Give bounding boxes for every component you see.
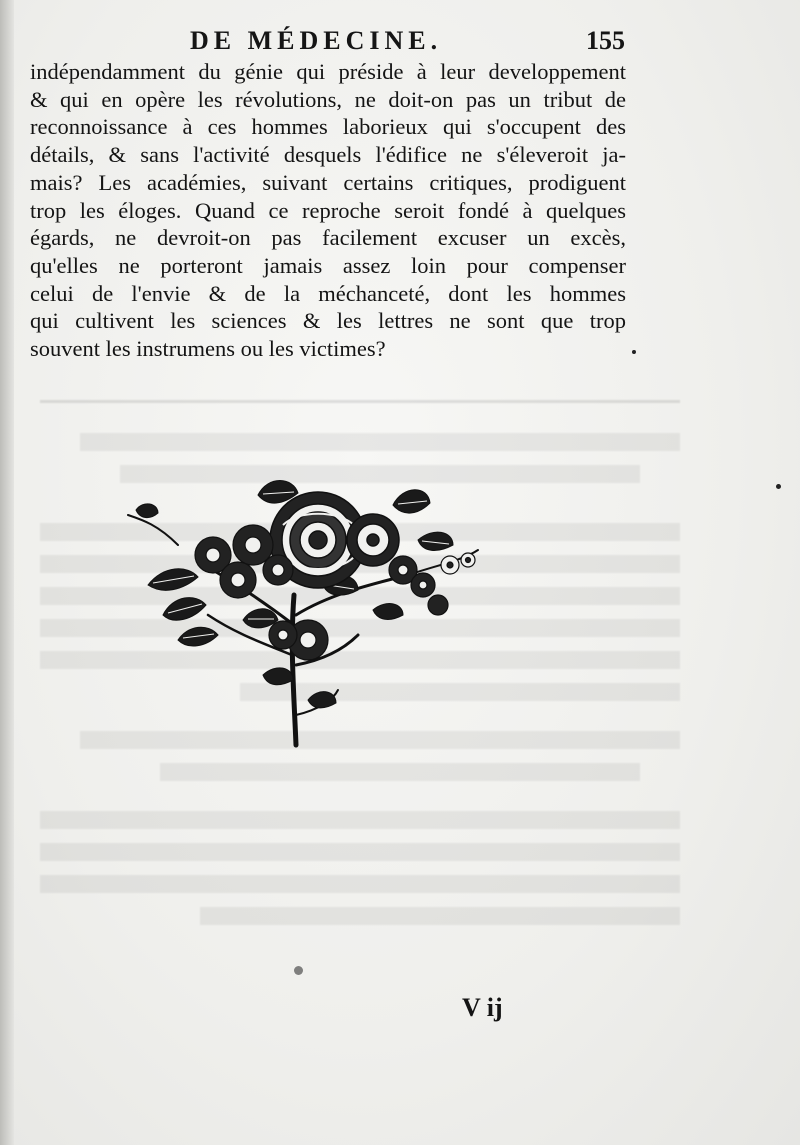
text-line: mais? Les académies, suivant certains critiques, prodiguent: [30, 169, 626, 195]
running-title: DE MÉDECINE.: [190, 26, 443, 55]
text-line: qu'elles ne porteront jamais assez loin pour compenser: [30, 252, 626, 278]
text-line: détails, & sans l'activité desquels l'édifice ne s'éleveroit ja-: [30, 142, 626, 168]
text-line: celui de l'envie & de la méchanceté, dont les hommes: [30, 280, 626, 306]
ink-speck: [294, 966, 303, 975]
text-line: égards, ne devroit-on pas facilement excuser un excès,: [30, 225, 626, 251]
running-header: [180, 24, 625, 60]
floral-bouquet-ornament-icon: [118, 465, 498, 750]
text-line: trop les éloges. Quand ce reproche seroit fondé à quelques: [30, 197, 626, 223]
page-gutter-shadow: [0, 0, 14, 1145]
ink-speck: [776, 484, 781, 489]
body-paragraph: [30, 58, 626, 363]
page-number: 155: [586, 26, 625, 55]
ink-speck: [632, 350, 636, 354]
text-line: indépendamment du génie qui préside à leur developpement: [30, 59, 626, 84]
text-line: qui cultivent les sciences & les lettres ne sont que trop: [30, 308, 626, 334]
signature-mark: V ij: [462, 993, 503, 1022]
text-line: reconnoissance à ces hommes laborieux qui s'occupent des: [30, 114, 626, 140]
text-line: & qui en opère les révolutions, ne doit-on pas un tribut de: [30, 86, 626, 112]
text-line: souvent les instrumens ou les victimes?: [30, 336, 386, 362]
